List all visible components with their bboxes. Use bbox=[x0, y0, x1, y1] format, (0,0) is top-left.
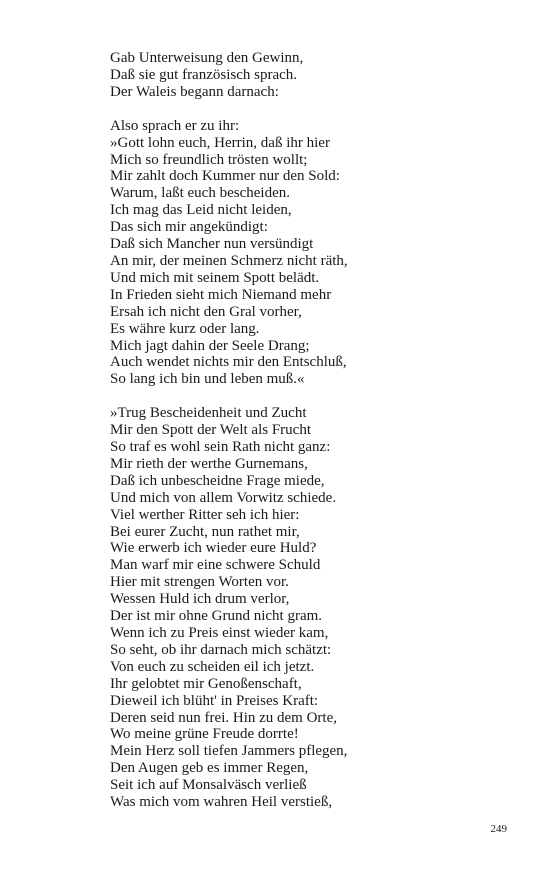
verse-line: Wo meine grüne Freude dorrte! bbox=[110, 726, 299, 743]
verse-line: Warum, laßt euch bescheiden. bbox=[110, 185, 290, 202]
page-number: 249 bbox=[490, 823, 507, 835]
verse-line: Den Augen geb es immer Regen, bbox=[110, 760, 309, 777]
verse-line: Wie erwerb ich wieder eure Huld? bbox=[110, 540, 317, 557]
verse-line: Ersah ich nicht den Gral vorher, bbox=[110, 303, 302, 320]
verse-line: Was mich vom wahren Heil verstieß, bbox=[110, 794, 333, 811]
verse-line: Von euch zu scheiden eil ich jetzt. bbox=[110, 658, 315, 675]
verse-line: Hier mit strengen Worten vor. bbox=[110, 574, 289, 591]
stanza-1 bbox=[110, 50, 510, 101]
verse-line: Der Waleis begann darnach: bbox=[110, 83, 279, 100]
verse-line: Mir rieth der werthe Gurnemans, bbox=[110, 455, 308, 472]
verse-line: Viel werther Ritter seh ich hier: bbox=[110, 506, 300, 523]
verse-line: In Frieden sieht mich Niemand mehr bbox=[110, 286, 332, 303]
verse-line: Ich mag das Leid nicht leiden, bbox=[110, 202, 292, 219]
verse-line: Bei eurer Zucht, nun rathet mir, bbox=[110, 523, 300, 540]
verse-line: Wenn ich zu Preis einst wieder kam, bbox=[110, 625, 329, 641]
verse-line: Es währe kurz oder lang. bbox=[110, 320, 260, 337]
verse-line: Der ist mir ohne Grund nicht gram. bbox=[110, 608, 323, 625]
stanza-3 bbox=[110, 405, 510, 811]
verse-line: Man warf mir eine schwere Schuld bbox=[110, 557, 321, 574]
verse-line: Dieweil ich blüht' in Preises Kraft: bbox=[110, 692, 319, 709]
verse-line: An mir, der meinen Schmerz nicht räth, bbox=[110, 252, 348, 269]
verse-line: Das sich mir angekündigt: bbox=[110, 219, 268, 236]
verse-line: So lang ich bin und leben muß.« bbox=[110, 371, 305, 388]
stanza-2 bbox=[110, 118, 510, 389]
verse-line: Mir zahlt doch Kummer nur den Sold: bbox=[110, 168, 340, 185]
verse-line: Und mich von allem Vorwitz schiede. bbox=[110, 489, 337, 506]
verse-line: Und mich mit seinem Spott belädt. bbox=[110, 269, 320, 286]
verse-line: Auch wendet nichts mir den Entschluß, bbox=[110, 354, 347, 371]
verse-line: Wessen Huld ich drum verlor, bbox=[110, 591, 290, 608]
verse-line: Mein Herz soll tiefen Jammers pflegen, bbox=[110, 743, 348, 760]
verse-line: Gab Unterweisung den Gewinn, bbox=[110, 50, 304, 66]
verse-line: Daß ich unbescheidne Frage miede, bbox=[110, 472, 325, 489]
verse-line: Mir den Spott der Welt als Frucht bbox=[110, 422, 311, 439]
verse-line: So seht, ob ihr darnach mich schätzt: bbox=[110, 641, 332, 658]
verse-line: »Gott lohn euch, Herrin, daß ihr hier bbox=[110, 134, 330, 151]
verse-line: Mich jagt dahin der Seele Drang; bbox=[110, 337, 310, 354]
verse-line: So traf es wohl sein Rath nicht ganz: bbox=[110, 439, 331, 456]
verse-line: Seit ich auf Monsalväsch verließ bbox=[110, 777, 307, 794]
verse-line: Daß sich Mancher nun versündigt bbox=[110, 236, 314, 253]
verse-line: Also sprach er zu ihr: bbox=[110, 117, 240, 134]
poem-text bbox=[110, 50, 510, 828]
verse-line: »Trug Bescheidenheit und Zucht bbox=[110, 405, 307, 422]
verse-line: Daß sie gut französisch sprach. bbox=[110, 66, 298, 83]
verse-line: Deren seid nun frei. Hin zu dem Orte, bbox=[110, 709, 338, 726]
verse-line: Mich so freundlich trösten wollt; bbox=[110, 151, 308, 168]
verse-line: Ihr gelobtet mir Genoßenschaft, bbox=[110, 675, 302, 692]
